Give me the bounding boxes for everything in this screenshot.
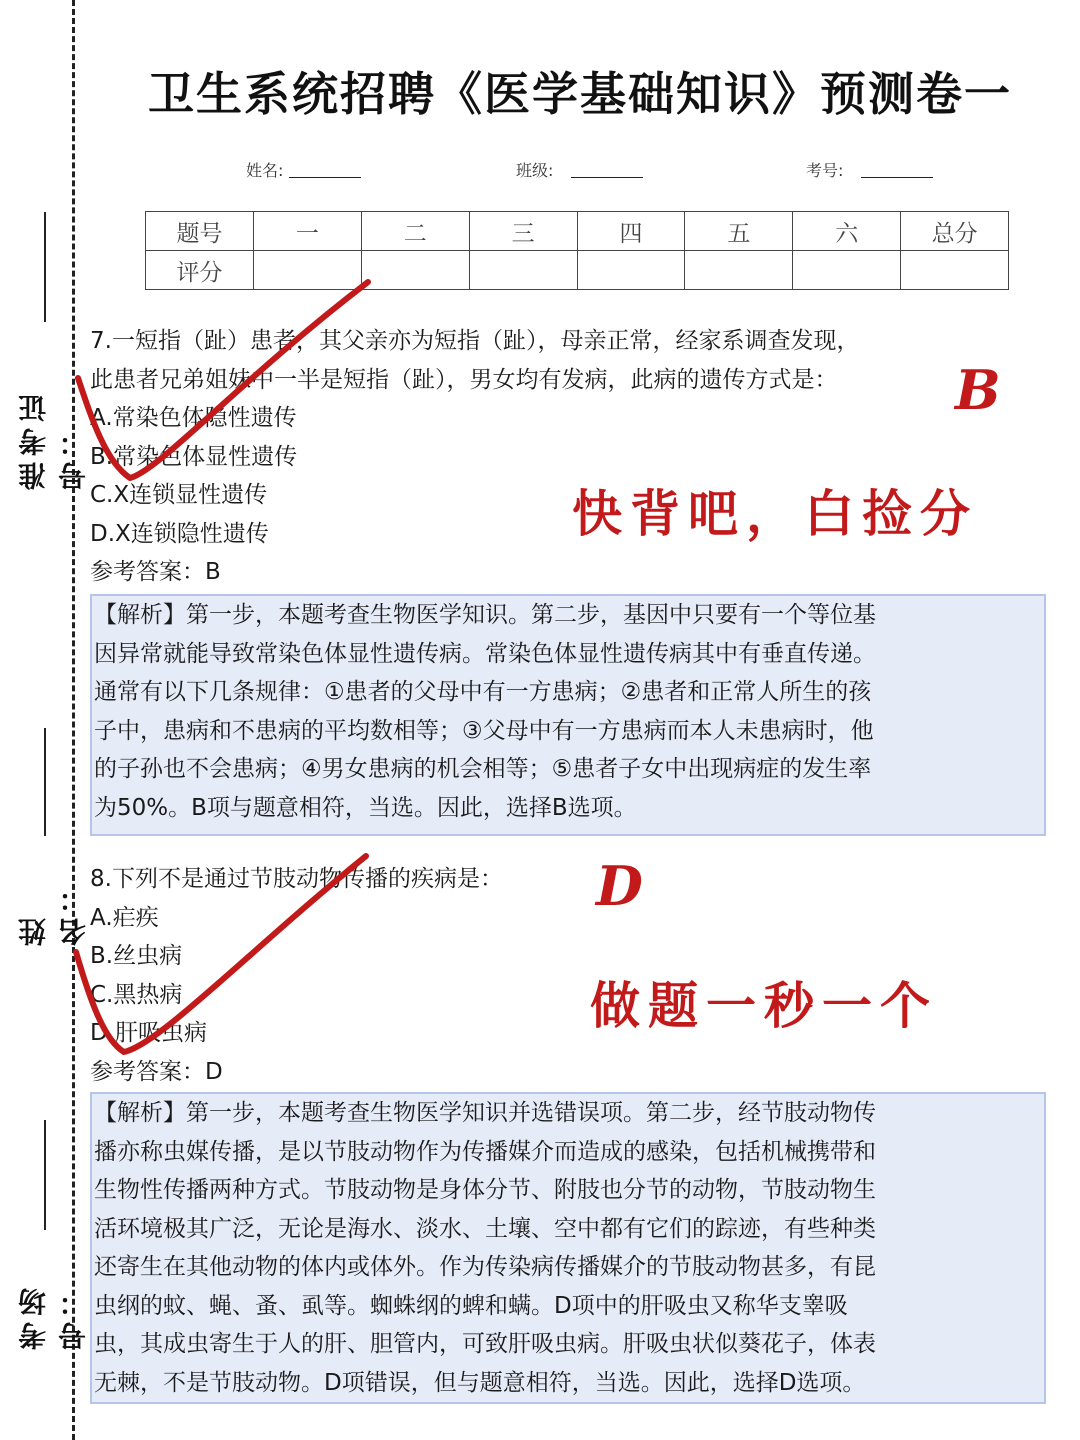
option-c: C.黑热病 [90,981,183,1008]
analysis-line: 还寄生在其他动物的体内或体外。作为传染病传播媒介的节肢动物甚多，有昆 [94,1254,876,1280]
option-b: B.常染色体显性遗传 [90,443,298,470]
question-7 [90,322,859,592]
analysis-box-8 [90,1092,1046,1404]
analysis-line: 【解析】第一步，本题考查生物医学知识并选错误项。第二步，经节肢动物传 [94,1100,876,1126]
handwritten-note-one-second: 做题一秒一个 [590,976,938,1035]
analysis-line: 无棘，不是节肢动物。D项错误，但与题意相符，当选。因此，选择D选项。 [94,1369,866,1396]
analysis-line: 通常有以下几条规律：①患者的父母中有一方患病；②患者和正常人所生的孩 [94,679,872,705]
score-table-header-row [146,212,1009,251]
handwritten-note-easy-points: 快背吧，白捡分 [572,484,978,543]
score-cell[interactable] [793,251,901,290]
analysis-line: 因异常就能导致常染色体显性遗传病。常染色体显性遗传病其中有垂直传递。 [94,640,876,667]
question-8 [90,860,503,1091]
score-header-cell: 五 [685,212,793,251]
question-stem-line: 此患者兄弟姐妹中一半是短指（趾），男女均有发病，此病的遗传方式是： [90,366,838,393]
score-cell[interactable] [685,251,793,290]
score-header-cell: 六 [793,212,901,251]
score-table [145,211,1009,290]
handwritten-answer-b: B [955,358,1001,422]
option-a: A.常染色体隐性遗传 [90,405,297,431]
student-name-label: 姓名: [246,161,284,180]
student-name-field [246,158,361,181]
analysis-line: 生物性传播两种方式。节肢动物是身体分节、附肢也分节的动物，节肢动物生 [94,1177,876,1203]
analysis-line: 【解析】第一步，本题考查生物医学知识。第二步，基因中只要有一个等位基 [94,602,876,628]
name-label: 姓名： [17,878,90,946]
name-line [44,728,46,836]
analysis-line: 子中，患病和不患病的平均数相等；③父母中有一方患病而本人未患病时，他 [94,717,874,744]
reference-answer: 参考答案：D [90,1058,223,1085]
exam-number-blank[interactable] [861,163,933,178]
admission-number-line [44,212,46,322]
analysis-line: 播亦称虫媒传播，是以节肢动物作为传播媒介而造成的感染，包括机械携带和 [94,1138,876,1165]
score-row-label: 评分 [146,251,254,290]
option-d: D.X连锁隐性遗传 [90,520,269,547]
handwritten-answer-d: D [596,854,643,918]
option-d: D.肝吸虫病 [90,1020,208,1046]
score-cell[interactable] [361,251,469,290]
option-b: B.丝虫病 [90,943,183,969]
score-header-cell: 三 [469,212,577,251]
score-table-score-row [146,251,1009,290]
analysis-line: 虫，其成虫寄生于人的肝、胆管内，可致肝吸虫病。肝吸虫状似葵花子，体表 [94,1331,876,1357]
exam-number-field [806,158,933,181]
student-name-blank[interactable] [289,163,361,178]
score-header-cell: 题号 [146,212,254,251]
score-cell[interactable] [469,251,577,290]
class-field [516,158,643,181]
score-header-cell: 一 [253,212,361,251]
reference-answer: 参考答案：B [90,559,221,585]
score-cell[interactable] [577,251,685,290]
score-header-cell: 二 [361,212,469,251]
admission-number-label: 准考证号： [17,388,90,490]
score-header-cell: 四 [577,212,685,251]
exam-number-label: 考号: [806,161,844,180]
page-title: 卫生系统招聘《医学基础知识》预测卷一 [148,67,1012,121]
option-c: C.X连锁显性遗传 [90,482,268,508]
analysis-box-7 [90,594,1046,836]
question-stem-line: 8.下列不是通过节肢动物传播的疾病是： [90,866,503,892]
analysis-line: 虫纲的蚊、蝇、蚤、虱等。蜘蛛纲的蜱和螨。D项中的肝吸虫又称华支睾吸 [94,1292,848,1319]
score-header-cell: 总分 [901,212,1009,251]
option-a: A.疟疾 [90,904,159,931]
analysis-line: 的子孙也不会患病；④男女患病的机会相等；⑤患者子女中出现病症的发生率 [94,756,872,782]
analysis-line: 为50%。B项与题意相符，当选。因此，选择B选项。 [94,794,637,821]
exam-room-line [44,1120,46,1230]
question-stem-line: 7.一短指（趾）患者，其父亲亦为短指（趾），母亲正常，经家系调查发现， [90,328,860,354]
exam-room-label: 考场号： [17,1282,90,1350]
class-blank[interactable] [571,163,643,178]
score-cell[interactable] [253,251,361,290]
binding-dashed-line [72,0,75,1440]
class-label: 班级: [516,161,554,180]
analysis-line: 活环境极其广泛，无论是海水、淡水、土壤、空中都有它们的踪迹，有些种类 [94,1215,876,1242]
score-cell[interactable] [901,251,1009,290]
